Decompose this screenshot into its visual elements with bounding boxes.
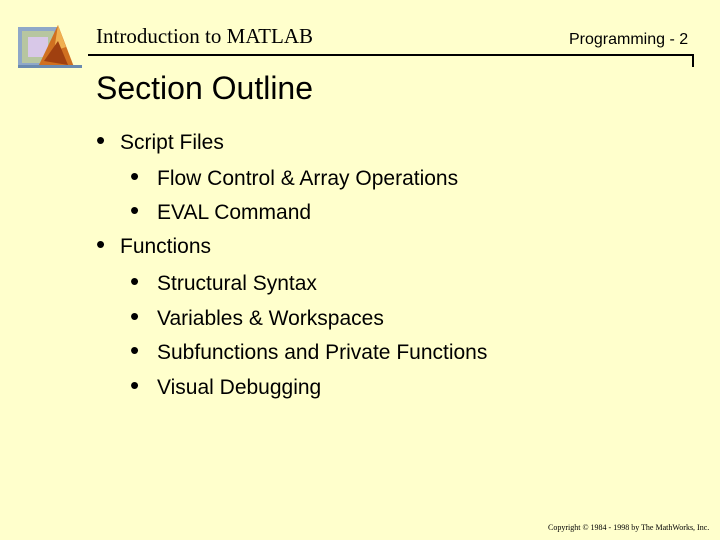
copyright-notice: Copyright © 1984 - 1998 by The MathWorks, Inc.	[548, 523, 710, 532]
outline-subitem-variables-workspaces	[130, 301, 384, 331]
outline-item-functions	[96, 229, 212, 259]
outline-subitem-label: Subfunctions and Private Functions	[157, 341, 488, 364]
outline-item-label: Functions	[120, 235, 212, 258]
slide-number: Programming - 2	[569, 31, 689, 48]
bullet-icon: •	[130, 301, 140, 331]
matlab-membrane-logo-icon	[18, 21, 82, 73]
outline-item-label: Script Files	[120, 131, 224, 154]
outline-subitem-label: Structural Syntax	[157, 272, 317, 295]
outline-subitem-subfunctions	[130, 335, 488, 365]
outline-subitem-structural-syntax	[130, 266, 317, 296]
bullet-icon: •	[96, 229, 106, 259]
header-divider	[88, 54, 694, 56]
slide-title: Section Outline	[96, 70, 314, 106]
bullet-icon: •	[130, 370, 140, 400]
bullet-icon: •	[130, 161, 140, 191]
bullet-icon: •	[130, 195, 140, 225]
header-divider-tick	[692, 54, 694, 67]
header-title-product: MATLAB	[226, 24, 313, 48]
outline-subitem-visual-debugging	[130, 370, 322, 400]
outline-subitem-label: Flow Control & Array Operations	[157, 167, 459, 190]
outline-subitem-eval-command	[130, 195, 312, 225]
header-title-prefix: Introduction to	[96, 24, 227, 48]
outline-subitem-label: Visual Debugging	[157, 376, 322, 399]
outline-subitem-label: Variables & Workspaces	[157, 307, 384, 330]
bullet-icon: •	[130, 266, 140, 296]
bullet-icon: •	[96, 125, 106, 155]
outline-item-script-files	[96, 125, 224, 155]
outline-subitem-label: EVAL Command	[157, 201, 312, 224]
bullet-icon: •	[130, 335, 140, 365]
outline-subitem-flow-control	[130, 161, 459, 191]
header-title	[96, 24, 313, 49]
